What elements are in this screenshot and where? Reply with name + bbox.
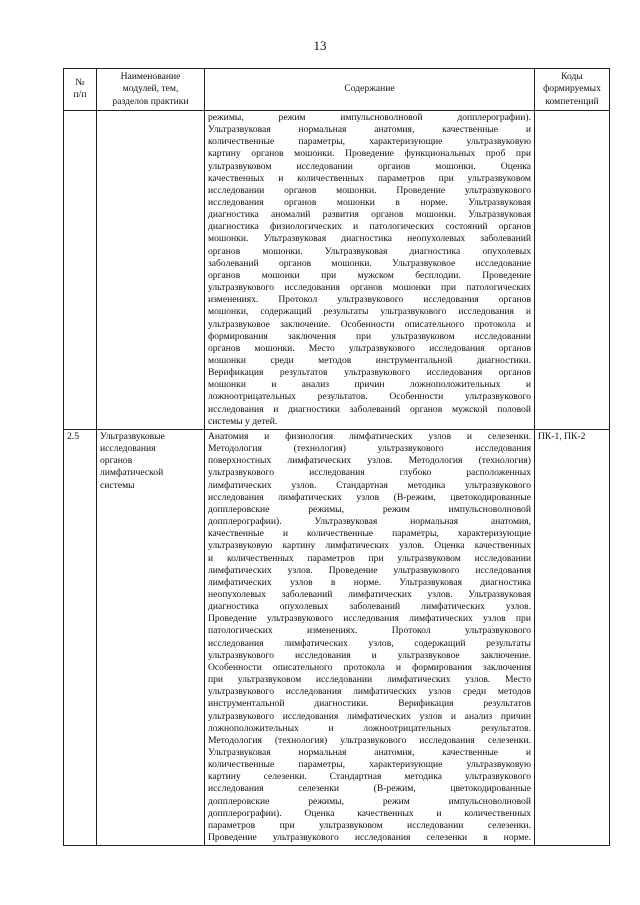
- content-line: Ультразвуковая нормальная анатомия, качественные и: [208, 124, 531, 136]
- header-codes-line: Коды: [561, 71, 583, 82]
- module-title-line: исследования: [100, 443, 156, 455]
- content-line: мошонки, содержащий результаты ультразвукового исследования и: [208, 306, 531, 318]
- content-line: исследовании органов мошонки. Проведение ультразвукового: [208, 184, 531, 196]
- header-num: [64, 69, 97, 111]
- content-line: системы у детей.: [208, 415, 278, 427]
- content-line: заболеваний органов мошонки. Ультразвуковое исследование: [208, 257, 531, 269]
- row-module-title: [97, 110, 205, 429]
- header-num-line: №: [75, 77, 85, 89]
- content-line: диагностика аномалий развития органов мошонки. Ультразвуковая: [208, 209, 531, 221]
- module-title-line: системы: [100, 479, 135, 491]
- content-line: Проведение ультразвукового исследования селезенки в норме.: [208, 832, 531, 844]
- content-line: параметров при ультразвуковом исследовании селезенки.: [208, 819, 531, 831]
- header-module: [97, 69, 205, 111]
- content-line: мошонки среди методов инструментальной диагностики.: [208, 355, 531, 367]
- content-line: исследования селезенки (B-режим, цветокодированные: [208, 783, 531, 795]
- content-line: допплерографии). Ультразвуковая нормальная анатомия,: [208, 516, 531, 528]
- module-title-line: органов: [100, 455, 133, 467]
- table-row: [64, 429, 610, 845]
- content-line: ультразвукового исследования лимфатических узлов среди методов: [208, 686, 531, 698]
- content-line: количественные параметры, характеризующие ультразвуковую: [208, 759, 531, 771]
- header-module-line: разделов практики: [112, 95, 189, 107]
- content-line: ложноположительных и ложноотрицательных результатов.: [208, 722, 531, 734]
- content-line: исследования лимфатических узлов, содержащий результаты: [208, 637, 531, 649]
- header-num-line: п/п: [73, 89, 87, 101]
- content-line: органов мошонки при мужском бесплодии. Проведение: [208, 269, 531, 281]
- content-line: допплеровские режимы, режим импульсноволновой: [208, 795, 531, 807]
- content-line: исследования органов мошонки в норме. Ультразвуковая: [208, 196, 531, 208]
- content-line: Методология (технология) ультразвукового исследования селезенки.: [208, 734, 531, 746]
- module-title-line: лимфатической: [100, 467, 164, 479]
- content-line: ультразвукового исследования лимфатических узлов и анализ причин: [208, 710, 531, 722]
- row-number: 2.5: [64, 429, 97, 845]
- header-codes-line: компетенций: [545, 95, 599, 107]
- header-codes-line: формируемых: [543, 83, 601, 95]
- content-line: допплеровские режимы, режим импульсноволновой: [208, 503, 531, 515]
- content-line: ультразвуковую картину лимфатических узлов. Оценка качественных: [208, 540, 531, 552]
- content-line: органов мошонки. Место ультразвукового исследования органов: [208, 342, 531, 354]
- row-competency-codes: ПК-1, ПК-2: [535, 429, 610, 845]
- row-content: [205, 110, 535, 429]
- row-number: [64, 110, 97, 429]
- content-line: ультразвуковом исследовании органов мошонки. Оценка: [208, 160, 531, 172]
- content-line: исследования и диагностики заболеваний органов мужской половой: [208, 403, 531, 415]
- content-line: ультразвукового исследования глубоко расположенных: [208, 467, 531, 479]
- content-line: диагностика физиологических и патологических состояний органов: [208, 221, 531, 233]
- content-line: Проведение ультразвукового исследования лимфатических узлов при: [208, 613, 531, 625]
- content-line: режимы, режим импульсноволновой допплерографии).: [208, 111, 531, 123]
- content-line: Методология (технология) ультразвукового исследования: [208, 443, 531, 455]
- header-module-line: модулей, тем,: [122, 83, 179, 95]
- content-line: органов мошонки. Ультразвуковая диагностика опухолевых: [208, 245, 531, 257]
- row-module-title: [97, 429, 205, 845]
- content-line: патологических изменениях. Протокол ультразвукового: [208, 625, 531, 637]
- content-line: ультразвукового исследования и ультразвуковое заключение.: [208, 649, 531, 661]
- header-content: Содержание: [205, 69, 535, 111]
- table-header-row: [64, 69, 610, 111]
- content-line: поверхностных лимфатических узлов. Методология (технология): [208, 455, 531, 467]
- page-number: 13: [313, 38, 327, 53]
- content-line: допплерографии). Оценка качественных и количественных: [208, 807, 531, 819]
- header-codes: [535, 69, 610, 111]
- content-line: инструментальной диагностики. Верификация результатов: [208, 698, 531, 710]
- content-line: Ультразвуковая нормальная анатомия, качественные и: [208, 747, 531, 759]
- content-line: количественные параметры, характеризующие ультразвуковую: [208, 136, 531, 148]
- content-line: изменениях. Протокол ультразвукового исследования органов: [208, 294, 531, 306]
- content-line: диагностика опухолевых заболеваний лимфатических узлов.: [208, 601, 531, 613]
- row-competency-codes: [535, 110, 610, 429]
- content-line: формирования заключения при ультразвуковом исследовании: [208, 330, 531, 342]
- content-line: ультразвуковое заключение. Особенности описательного протокола и: [208, 318, 531, 330]
- content-line: картину селезенки. Стандартная методика ультразвукового: [208, 771, 531, 783]
- curriculum-table: [63, 68, 610, 846]
- content-line: исследования лимфатических узлов (B-режим, цветокодированные: [208, 491, 531, 503]
- table-row: [64, 110, 610, 429]
- content-line: при ультразвуковом исследовании лимфатических узлов. Место: [208, 674, 531, 686]
- content-line: мошонки и анализ причин ложноположительных и: [208, 379, 531, 391]
- content-line: неопухолевых заболеваний лимфатических узлов. Ультразвуковая: [208, 588, 531, 600]
- content-line: лимфатических узлов. Проведение ультразвукового исследования: [208, 564, 531, 576]
- content-line: ультразвукового исследования органов мошонки при патологических: [208, 282, 531, 294]
- content-line: мошонки. Ультразвуковая диагностика неопухолевых заболеваний: [208, 233, 531, 245]
- content-line: качественные и количественные параметры, характеризующие: [208, 528, 531, 540]
- content-line: лимфатических узлов в норме. Ультразвуковая диагностика: [208, 576, 531, 588]
- content-line: качественных и количественных параметров при ультразвуковом: [208, 172, 531, 184]
- header-module-line: Наименование: [120, 71, 181, 82]
- content-line: Верификация результатов ультразвукового исследования органов: [208, 367, 531, 379]
- row-content: [205, 429, 535, 845]
- module-title-line: Ультразвуковые: [100, 430, 165, 442]
- content-line: Особенности описательного протокола и формирования заключения: [208, 661, 531, 673]
- content-line: лимфатических узлов. Стандартная методика ультразвукового: [208, 479, 531, 491]
- content-line: ложноотрицательных результатов. Особенности ультразвукового: [208, 391, 531, 403]
- content-line: картину органов мошонки. Проведение функциональных проб при: [208, 148, 531, 160]
- content-line: и количественных параметров при ультразвуковом исследовании: [208, 552, 531, 564]
- content-line: Анатомия и физиология лимфатических узлов и селезенки.: [208, 430, 531, 442]
